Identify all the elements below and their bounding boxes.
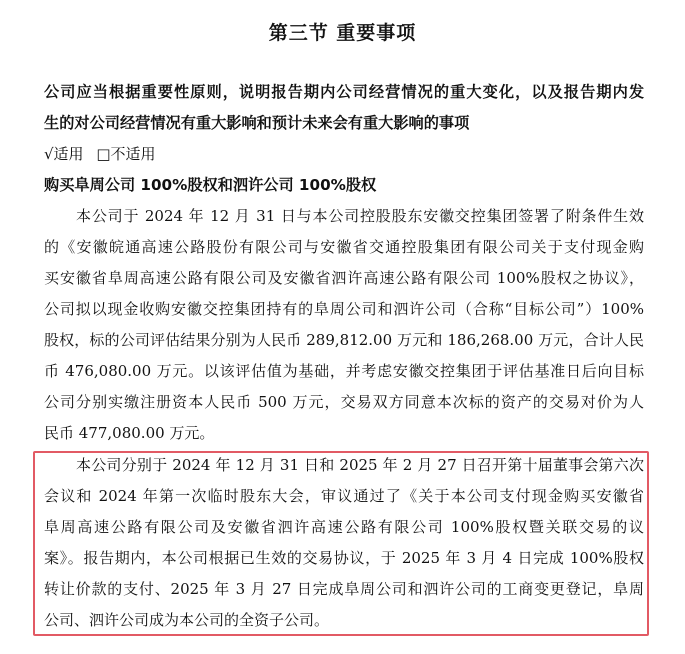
paragraph-2-line: 转让价款的支付、2025 年 3 月 27 日完成阜周公司和泗许公司的工商变更登记，阜周 — [44, 580, 644, 598]
paragraph-2-line: 阜周高速公路有限公司及安徽省泗许高速公路有限公司 100%股权暨关联交易的议 — [44, 518, 644, 536]
heading-line-2: 生的对公司经营情况有重大影响和预计未来会有重大影响的事项 — [44, 114, 470, 132]
paragraph-2-line: 本公司分别于 2024 年 12 月 31 日和 2025 年 2 月 27 日召开第十届董事会第六次 — [76, 456, 644, 474]
heading-line-1: 公司应当根据重要性原则，说明报告期内公司经营情况的重大变化，以及报告期内发 — [44, 83, 644, 101]
paragraph-1-line: 的《安徽皖通高速公路股份有限公司与安徽省交通控股集团有限公司关于支付现金购 — [44, 238, 644, 256]
paragraph-1-line: 股权，标的公司评估结果分别为人民币 289,812.00 万元和 186,268.00 万元，合计人民 — [44, 331, 644, 349]
paragraph-1-line: 币 476,080.00 万元。以该评估值为基础，并考虑安徽交控集团于评估基准日后向目标 — [44, 362, 644, 380]
section-title: 第三节 重要事项 — [268, 22, 417, 44]
paragraph-2-line: 会议和 2024 年第一次临时股东大会，审议通过了《关于本公司支付现金购买安徽省 — [44, 487, 644, 505]
subheading: 购买阜周公司 100%股权和泗许公司 100%股权 — [44, 176, 377, 194]
not-applicable-option: □不适用 — [96, 145, 156, 163]
paragraph-1-line: 本公司于 2024 年 12 月 31 日与本公司控股股东安徽交控集团签署了附条件生效 — [76, 207, 644, 225]
paragraph-1-line: 买安徽省阜周高速公路有限公司及安徽省泗许高速公路有限公司 100%股权之协议》， — [44, 269, 644, 287]
applicable-checked-option: √适用 — [44, 145, 84, 163]
paragraph-1-line: 民币 477,080.00 万元。 — [44, 424, 215, 442]
paragraph-1-line: 公司拟以现金收购安徽交控集团持有的阜周公司和泗许公司（合称“目标公司”）100% — [44, 300, 644, 318]
paragraph-2-line: 公司、泗许公司成为本公司的全资子公司。 — [44, 611, 330, 629]
paragraph-2-line: 案》。报告期内，本公司根据已生效的交易协议，于 2025 年 3 月 4 日完成 100%股权 — [44, 549, 644, 567]
highlight-annotation-box — [33, 451, 649, 636]
applicability-options — [44, 144, 164, 164]
paragraph-1-line: 公司分别实缴注册资本人民币 500 万元，交易双方同意本次标的资产的交易对价为人 — [44, 393, 644, 411]
